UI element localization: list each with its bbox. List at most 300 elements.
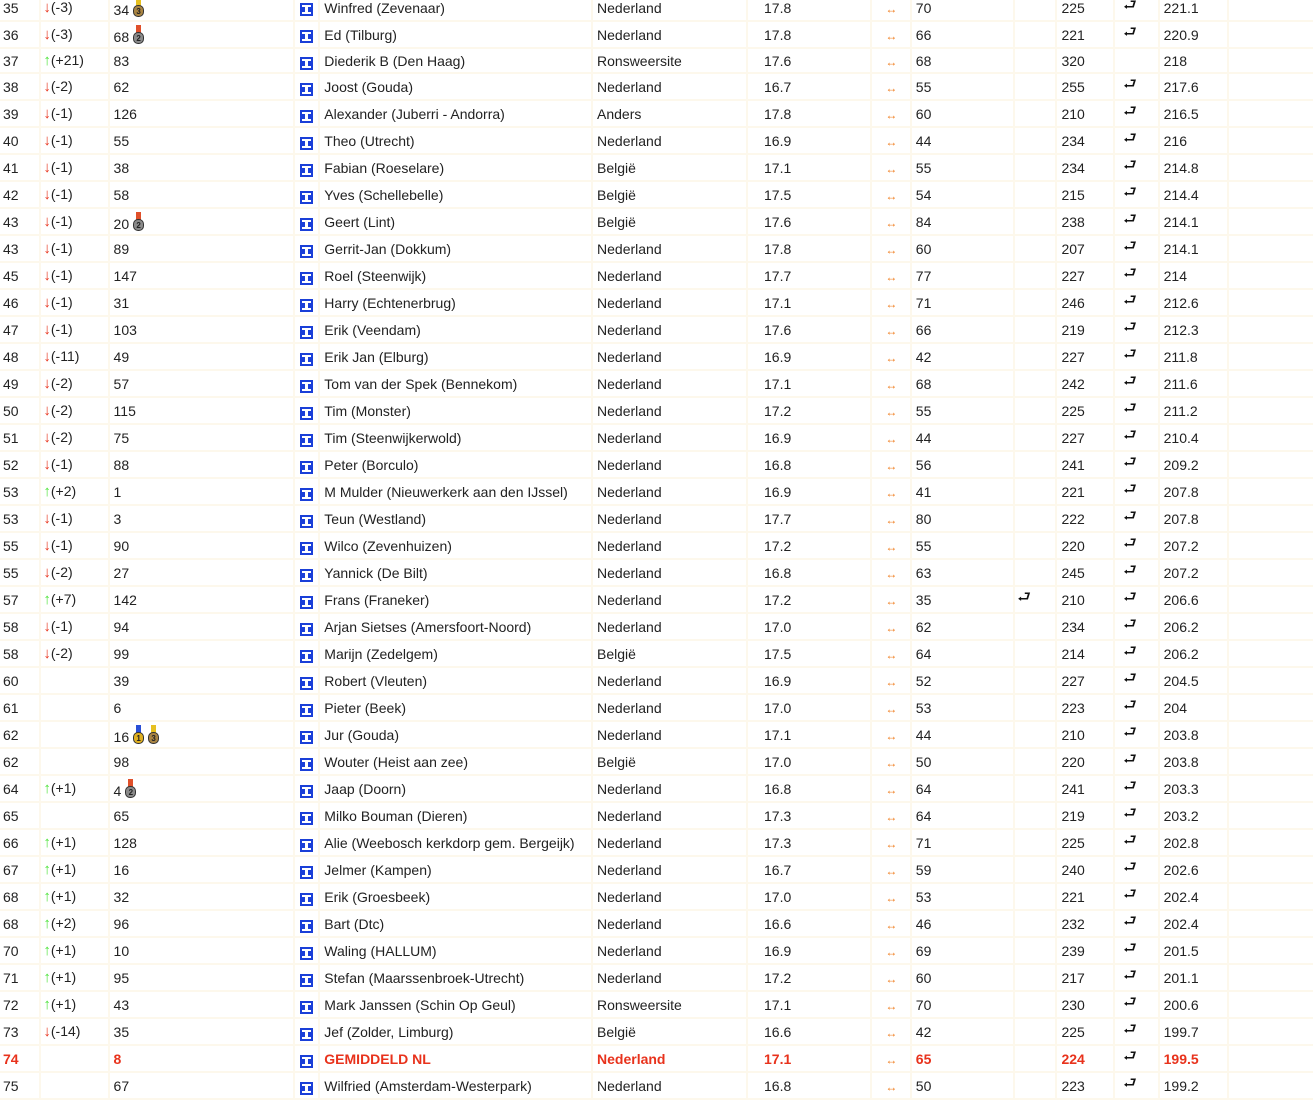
- icon-cell[interactable]: [294, 640, 319, 667]
- player-name[interactable]: Tim (Monster): [324, 402, 411, 419]
- table-row[interactable]: [0, 559, 1313, 586]
- name-cell[interactable]: [319, 829, 592, 856]
- swap-arrows-icon[interactable]: ↔: [885, 998, 897, 1013]
- player-icon[interactable]: [300, 893, 313, 906]
- player-icon[interactable]: [300, 920, 313, 933]
- player-icon[interactable]: [300, 758, 313, 771]
- player-name[interactable]: M Mulder (Nieuwerkerk aan den IJssel): [324, 483, 568, 500]
- icon-cell[interactable]: [294, 73, 319, 100]
- player-name[interactable]: Jelmer (Kampen): [324, 861, 432, 878]
- swap-cell[interactable]: [871, 937, 911, 964]
- swap-cell[interactable]: [871, 1018, 911, 1045]
- spacer-cell: [1228, 991, 1313, 1018]
- swap-cell[interactable]: [871, 667, 911, 694]
- player-name[interactable]: Marijn (Zedelgem): [324, 645, 438, 662]
- icon-cell[interactable]: [294, 424, 319, 451]
- table-row[interactable]: [0, 721, 1313, 748]
- player-name[interactable]: Alexander (Juberri - Andorra): [324, 105, 505, 122]
- player-name[interactable]: Jur (Gouda): [324, 726, 399, 743]
- swap-arrows-icon[interactable]: ↔: [885, 539, 897, 554]
- player-name[interactable]: Wouter (Heist aan zee): [324, 753, 468, 770]
- swap-arrows-icon[interactable]: ↔: [885, 296, 897, 311]
- icon-cell[interactable]: [294, 21, 319, 48]
- player-icon[interactable]: [300, 245, 313, 258]
- player-icon[interactable]: [300, 57, 313, 70]
- player-icon[interactable]: [300, 785, 313, 798]
- swap-arrows-icon[interactable]: ↔: [885, 836, 897, 851]
- swap-arrows-icon[interactable]: ↔: [885, 701, 897, 716]
- player-name[interactable]: Pieter (Beek): [324, 699, 406, 716]
- swap-cell[interactable]: [871, 127, 911, 154]
- table-row[interactable]: [0, 991, 1313, 1018]
- player-icon[interactable]: [300, 137, 313, 150]
- table-row[interactable]: [0, 802, 1313, 829]
- player-name[interactable]: Tom van der Spek (Bennekom): [324, 375, 518, 392]
- swap-cell[interactable]: [871, 883, 911, 910]
- swap-cell[interactable]: [871, 559, 911, 586]
- name-cell[interactable]: [319, 289, 592, 316]
- swap-arrows-icon[interactable]: ↔: [885, 54, 897, 69]
- name-cell[interactable]: [319, 802, 592, 829]
- player-icon[interactable]: [300, 704, 313, 717]
- table-row[interactable]: [0, 532, 1313, 559]
- table-row[interactable]: [0, 694, 1313, 721]
- icon-cell[interactable]: [294, 451, 319, 478]
- table-row[interactable]: [0, 0, 1313, 21]
- player-icon[interactable]: [300, 83, 313, 96]
- player-name[interactable]: Robert (Vleuten): [324, 672, 428, 689]
- swap-arrows-icon[interactable]: ↔: [885, 728, 897, 743]
- swap-arrows-icon[interactable]: ↔: [885, 1, 897, 16]
- table-row[interactable]: [0, 451, 1313, 478]
- player-icon[interactable]: [300, 596, 313, 609]
- icon-cell[interactable]: [294, 532, 319, 559]
- player-icon[interactable]: [300, 191, 313, 204]
- name-cell[interactable]: [319, 856, 592, 883]
- player-name[interactable]: Ed (Tilburg): [324, 26, 397, 43]
- swap-arrows-icon[interactable]: ↔: [885, 485, 897, 500]
- swap-cell[interactable]: [871, 829, 911, 856]
- player-name[interactable]: Joost (Gouda): [324, 78, 414, 95]
- table-row[interactable]: [0, 910, 1313, 937]
- player-icon[interactable]: [300, 731, 313, 744]
- swap-cell[interactable]: [871, 235, 911, 262]
- player-icon[interactable]: [300, 380, 313, 393]
- swap-arrows-icon[interactable]: ↔: [885, 512, 897, 527]
- name-cell[interactable]: [319, 640, 592, 667]
- table-row[interactable]: [0, 1018, 1313, 1045]
- swap-arrows-icon[interactable]: ↔: [885, 350, 897, 365]
- table-row[interactable]: [0, 964, 1313, 991]
- name-cell[interactable]: [319, 1045, 592, 1072]
- player-name[interactable]: Jef (Zolder, Limburg): [324, 1023, 454, 1040]
- swap-cell[interactable]: [871, 154, 911, 181]
- table-row[interactable]: [0, 100, 1313, 127]
- player-icon[interactable]: [300, 434, 313, 447]
- player-name[interactable]: Jaap (Doorn): [324, 780, 406, 797]
- swap-cell[interactable]: [871, 73, 911, 100]
- swap-cell[interactable]: [871, 451, 911, 478]
- player-name[interactable]: Winfred (Zevenaar): [324, 0, 445, 16]
- icon-cell[interactable]: [294, 370, 319, 397]
- medal-3-icon: 3: [148, 725, 159, 744]
- swap-arrows-icon[interactable]: ↔: [885, 782, 897, 797]
- icon-cell[interactable]: [294, 505, 319, 532]
- player-icon[interactable]: [300, 1001, 313, 1014]
- swap-arrows-icon[interactable]: ↔: [885, 917, 897, 932]
- name-cell[interactable]: [319, 937, 592, 964]
- player-icon[interactable]: [300, 218, 313, 231]
- player-icon[interactable]: [300, 542, 313, 555]
- player-name[interactable]: Erik Jan (Elburg): [324, 348, 429, 365]
- icon-cell[interactable]: [294, 856, 319, 883]
- player-icon[interactable]: [300, 677, 313, 690]
- player-icon[interactable]: [300, 623, 313, 636]
- icon-cell[interactable]: [294, 559, 319, 586]
- table-row-average[interactable]: [0, 1045, 1313, 1072]
- player-icon[interactable]: [300, 1055, 313, 1068]
- name-cell[interactable]: [319, 451, 592, 478]
- name-cell[interactable]: [319, 505, 592, 532]
- player-icon[interactable]: [300, 947, 313, 960]
- player-name[interactable]: Mark Janssen (Schin Op Geul): [324, 996, 516, 1013]
- table-row[interactable]: [0, 73, 1313, 100]
- name-cell[interactable]: [319, 910, 592, 937]
- name-cell[interactable]: [319, 883, 592, 910]
- swap-arrows-icon[interactable]: ↔: [885, 566, 897, 581]
- swap-cell[interactable]: [871, 208, 911, 235]
- icon-cell[interactable]: [294, 991, 319, 1018]
- table-row[interactable]: [0, 829, 1313, 856]
- player-icon[interactable]: [300, 866, 313, 879]
- table-row[interactable]: [0, 775, 1313, 802]
- player-name[interactable]: Bart (Dtc): [324, 915, 385, 932]
- player-name[interactable]: Diederik B (Den Haag): [324, 52, 466, 69]
- swap-cell[interactable]: [871, 0, 911, 21]
- return1-cell: [1014, 856, 1056, 883]
- player-name[interactable]: Geert (Lint): [324, 213, 396, 230]
- name-cell[interactable]: [319, 559, 592, 586]
- change-value: (-1): [50, 186, 73, 203]
- player-icon[interactable]: [300, 569, 313, 582]
- table-row[interactable]: [0, 613, 1313, 640]
- player-icon[interactable]: [300, 1028, 313, 1041]
- swap-arrows-icon[interactable]: ↔: [885, 809, 897, 824]
- table-row[interactable]: [0, 21, 1313, 48]
- table-row[interactable]: [0, 1072, 1313, 1099]
- table-row[interactable]: [0, 127, 1313, 154]
- swap-arrows-icon[interactable]: ↔: [885, 620, 897, 635]
- table-row[interactable]: [0, 640, 1313, 667]
- table-row[interactable]: [0, 883, 1313, 910]
- swap-cell[interactable]: [871, 613, 911, 640]
- swap-arrows-icon[interactable]: ↔: [885, 1052, 897, 1067]
- player-icon[interactable]: [300, 353, 313, 366]
- swap-arrows-icon[interactable]: ↔: [885, 971, 897, 986]
- arrow-down-icon: ↓: [43, 267, 51, 285]
- player-name[interactable]: Stefan (Maarssenbroek-Utrecht): [324, 969, 525, 986]
- icon-cell[interactable]: [294, 0, 319, 21]
- table-row[interactable]: [0, 181, 1313, 208]
- swap-cell[interactable]: [871, 532, 911, 559]
- swap-cell[interactable]: [871, 370, 911, 397]
- player-name[interactable]: Milko Bouman (Dieren): [324, 807, 468, 824]
- icon-cell[interactable]: [294, 775, 319, 802]
- swap-cell[interactable]: [871, 1072, 911, 1099]
- name-cell[interactable]: [319, 127, 592, 154]
- icon-cell[interactable]: [294, 1018, 319, 1045]
- player-name[interactable]: Frans (Franeker): [324, 591, 430, 608]
- name-cell[interactable]: [319, 775, 592, 802]
- swap-cell[interactable]: [871, 343, 911, 370]
- swap-arrows-icon[interactable]: ↔: [885, 674, 897, 689]
- swap-arrows-icon[interactable]: ↔: [885, 323, 897, 338]
- name-cell[interactable]: [319, 613, 592, 640]
- player-icon[interactable]: [300, 272, 313, 285]
- player-icon[interactable]: [300, 1082, 313, 1095]
- icon-cell[interactable]: [294, 397, 319, 424]
- name-cell[interactable]: [319, 748, 592, 775]
- swap-arrows-icon[interactable]: ↔: [885, 107, 897, 122]
- swap-cell[interactable]: [871, 397, 911, 424]
- name-cell[interactable]: [319, 1018, 592, 1045]
- swap-arrows-icon[interactable]: ↔: [885, 161, 897, 176]
- icon-cell[interactable]: [294, 883, 319, 910]
- icon-cell[interactable]: [294, 289, 319, 316]
- swap-cell[interactable]: [871, 262, 911, 289]
- icon-cell[interactable]: [294, 829, 319, 856]
- player-name[interactable]: Arjan Sietses (Amersfoort-Noord): [324, 618, 532, 635]
- table-row[interactable]: [0, 208, 1313, 235]
- swap-arrows-icon[interactable]: ↔: [885, 593, 897, 608]
- swap-arrows-icon[interactable]: ↔: [885, 28, 897, 43]
- icon-cell[interactable]: [294, 235, 319, 262]
- value1-cell: 16.8: [747, 1072, 871, 1099]
- table-row[interactable]: [0, 667, 1313, 694]
- icon-cell[interactable]: [294, 478, 319, 505]
- swap-cell[interactable]: [871, 181, 911, 208]
- swap-cell[interactable]: [871, 910, 911, 937]
- swap-cell[interactable]: [871, 316, 911, 343]
- swap-arrows-icon[interactable]: ↔: [885, 1079, 897, 1094]
- name-cell[interactable]: [319, 478, 592, 505]
- value1-cell: 17.7: [747, 262, 871, 289]
- icon-cell[interactable]: [294, 127, 319, 154]
- player-icon[interactable]: [300, 974, 313, 987]
- icon-cell[interactable]: [294, 748, 319, 775]
- name-cell[interactable]: [319, 721, 592, 748]
- swap-arrows-icon[interactable]: ↔: [885, 134, 897, 149]
- previous-cell: [109, 667, 295, 694]
- icon-cell[interactable]: [294, 802, 319, 829]
- player-name[interactable]: Erik (Groesbeek): [324, 888, 431, 905]
- swap-cell[interactable]: [871, 856, 911, 883]
- name-cell[interactable]: [319, 370, 592, 397]
- table-row[interactable]: [0, 397, 1313, 424]
- table-row[interactable]: [0, 424, 1313, 451]
- swap-arrows-icon[interactable]: ↔: [885, 188, 897, 203]
- table-row[interactable]: [0, 343, 1313, 370]
- icon-cell[interactable]: [294, 154, 319, 181]
- name-cell[interactable]: [319, 964, 592, 991]
- player-icon[interactable]: [300, 110, 313, 123]
- name-cell[interactable]: [319, 1072, 592, 1099]
- swap-cell[interactable]: [871, 964, 911, 991]
- swap-cell[interactable]: [871, 694, 911, 721]
- swap-arrows-icon[interactable]: ↔: [885, 863, 897, 878]
- change-cell: [40, 856, 108, 883]
- icon-cell[interactable]: [294, 694, 319, 721]
- swap-arrows-icon[interactable]: ↔: [885, 404, 897, 419]
- icon-cell[interactable]: [294, 964, 319, 991]
- player-icon[interactable]: [300, 650, 313, 663]
- swap-cell[interactable]: [871, 775, 911, 802]
- swap-cell[interactable]: [871, 100, 911, 127]
- table-row[interactable]: [0, 505, 1313, 532]
- name-cell[interactable]: [319, 154, 592, 181]
- name-cell[interactable]: [319, 397, 592, 424]
- player-icon[interactable]: [300, 407, 313, 420]
- icon-cell[interactable]: [294, 48, 319, 73]
- change-cell: [40, 586, 108, 613]
- name-cell[interactable]: [319, 667, 592, 694]
- swap-cell[interactable]: [871, 991, 911, 1018]
- name-cell[interactable]: [319, 532, 592, 559]
- player-name[interactable]: Wilco (Zevenhuizen): [324, 537, 452, 554]
- table-row[interactable]: [0, 370, 1313, 397]
- table-row[interactable]: [0, 289, 1313, 316]
- swap-cell[interactable]: [871, 640, 911, 667]
- player-name[interactable]: GEMIDDELD NL: [324, 1050, 431, 1067]
- swap-cell[interactable]: [871, 48, 911, 73]
- table-row[interactable]: [0, 154, 1313, 181]
- swap-arrows-icon[interactable]: ↔: [885, 215, 897, 230]
- player-icon[interactable]: [300, 326, 313, 339]
- player-icon[interactable]: [300, 488, 313, 501]
- name-cell[interactable]: [319, 181, 592, 208]
- table-row[interactable]: [0, 48, 1313, 73]
- player-name[interactable]: Harry (Echtenerbrug): [324, 294, 456, 311]
- swap-arrows-icon[interactable]: ↔: [885, 890, 897, 905]
- swap-cell[interactable]: [871, 586, 911, 613]
- player-icon[interactable]: [300, 164, 313, 177]
- swap-cell[interactable]: [871, 802, 911, 829]
- swap-cell[interactable]: [871, 721, 911, 748]
- value3-cell: 225: [1056, 397, 1114, 424]
- player-name[interactable]: Teun (Westland): [324, 510, 426, 527]
- player-name[interactable]: Waling (HALLUM): [324, 942, 437, 959]
- icon-cell[interactable]: [294, 262, 319, 289]
- return2-cell: [1114, 1018, 1158, 1045]
- swap-cell[interactable]: [871, 505, 911, 532]
- icon-cell[interactable]: [294, 721, 319, 748]
- table-row[interactable]: [0, 262, 1313, 289]
- player-name[interactable]: Theo (Utrecht): [324, 132, 415, 149]
- position-cell: 36: [0, 21, 40, 48]
- table-row[interactable]: [0, 856, 1313, 883]
- player-icon[interactable]: [300, 515, 313, 528]
- table-row[interactable]: [0, 748, 1313, 775]
- icon-cell[interactable]: [294, 181, 319, 208]
- swap-cell[interactable]: [871, 748, 911, 775]
- icon-cell[interactable]: [294, 910, 319, 937]
- name-cell[interactable]: [319, 21, 592, 48]
- icon-cell[interactable]: [294, 613, 319, 640]
- swap-arrows-icon[interactable]: ↔: [885, 755, 897, 770]
- icon-cell[interactable]: [294, 1045, 319, 1072]
- table-row[interactable]: [0, 316, 1313, 343]
- swap-arrows-icon[interactable]: ↔: [885, 242, 897, 257]
- name-cell[interactable]: [319, 235, 592, 262]
- name-cell[interactable]: [319, 316, 592, 343]
- player-icon[interactable]: [300, 3, 313, 16]
- swap-arrows-icon[interactable]: ↔: [885, 647, 897, 662]
- player-name[interactable]: Roel (Steenwijk): [324, 267, 427, 284]
- swap-cell[interactable]: [871, 21, 911, 48]
- name-cell[interactable]: [319, 262, 592, 289]
- icon-cell[interactable]: [294, 208, 319, 235]
- player-icon[interactable]: [300, 839, 313, 852]
- name-cell[interactable]: [319, 991, 592, 1018]
- player-name[interactable]: Gerrit-Jan (Dokkum): [324, 240, 452, 257]
- name-cell[interactable]: [319, 343, 592, 370]
- player-name[interactable]: Peter (Borculo): [324, 456, 419, 473]
- icon-cell[interactable]: [294, 316, 319, 343]
- name-cell[interactable]: [319, 208, 592, 235]
- name-cell[interactable]: [319, 586, 592, 613]
- player-icon[interactable]: [300, 812, 313, 825]
- player-name[interactable]: Fabian (Roeselare): [324, 159, 445, 176]
- name-cell[interactable]: [319, 100, 592, 127]
- swap-arrows-icon[interactable]: ↔: [885, 1025, 897, 1040]
- swap-cell[interactable]: [871, 478, 911, 505]
- swap-arrows-icon[interactable]: ↔: [885, 269, 897, 284]
- swap-arrows-icon[interactable]: ↔: [885, 377, 897, 392]
- player-name[interactable]: Wilfried (Amsterdam-Westerpark): [324, 1077, 532, 1094]
- icon-cell[interactable]: [294, 586, 319, 613]
- player-icon[interactable]: [300, 299, 313, 312]
- table-row[interactable]: [0, 937, 1313, 964]
- icon-cell[interactable]: [294, 100, 319, 127]
- icon-cell[interactable]: [294, 1072, 319, 1099]
- player-name[interactable]: Tim (Steenwijkerwold): [324, 429, 462, 446]
- table-row[interactable]: [0, 586, 1313, 613]
- icon-cell[interactable]: [294, 937, 319, 964]
- player-name[interactable]: Alie (Weebosch kerkdorp gem. Bergeijk): [324, 834, 575, 851]
- player-icon[interactable]: [300, 461, 313, 474]
- swap-arrows-icon[interactable]: ↔: [885, 458, 897, 473]
- swap-cell[interactable]: [871, 289, 911, 316]
- player-icon[interactable]: [300, 30, 313, 43]
- table-row[interactable]: [0, 235, 1313, 262]
- swap-arrows-icon[interactable]: ↔: [885, 80, 897, 95]
- player-name[interactable]: Erik (Veendam): [324, 321, 421, 338]
- icon-cell[interactable]: [294, 343, 319, 370]
- swap-cell[interactable]: [871, 1045, 911, 1072]
- icon-cell[interactable]: [294, 667, 319, 694]
- table-row[interactable]: [0, 478, 1313, 505]
- player-name[interactable]: Yves (Schellebelle): [324, 186, 444, 203]
- swap-cell[interactable]: [871, 424, 911, 451]
- swap-arrows-icon[interactable]: ↔: [885, 431, 897, 446]
- name-cell[interactable]: [319, 48, 592, 73]
- swap-arrows-icon[interactable]: ↔: [885, 944, 897, 959]
- name-cell[interactable]: [319, 424, 592, 451]
- name-cell[interactable]: [319, 0, 592, 21]
- name-cell[interactable]: [319, 73, 592, 100]
- name-cell[interactable]: [319, 694, 592, 721]
- player-name[interactable]: Yannick (De Bilt): [324, 564, 428, 581]
